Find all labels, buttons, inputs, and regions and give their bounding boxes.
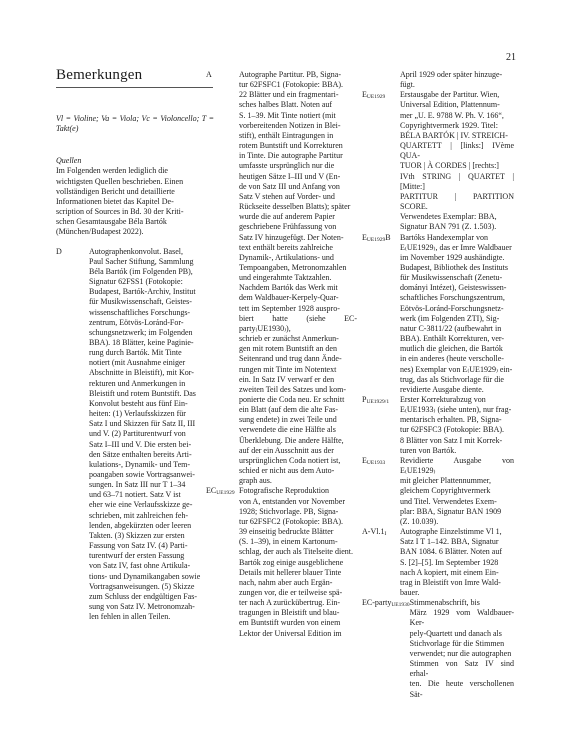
text-line: schungsnetzwerk; im Folgenden bbox=[89, 327, 193, 337]
text-line: Details mit hellerer blauer Tinte bbox=[239, 567, 342, 577]
text-line: PARTITUR | PARTITION SCORE. bbox=[400, 191, 514, 212]
source-entry-e-ue1929 bbox=[362, 90, 514, 232]
text-line: sches halbes Blatt. Noten auf bbox=[239, 100, 333, 110]
text-line: sung von Satz IV. Metronomzah- bbox=[89, 602, 195, 612]
text-line: Revidierte Ausgabe von E₍UE1929₎ bbox=[400, 455, 514, 476]
text-line: mentarisch erhalten. PB, Signa- bbox=[400, 415, 502, 425]
text-line: heiten: (1) Verlaufsskizzen für bbox=[89, 409, 186, 419]
text-line: lenden, abgekürzten oder leeren bbox=[89, 520, 192, 530]
text-line: BBA). 18 Blätter, keine Paginie- bbox=[89, 337, 194, 347]
text-line: Autographe Partitur. PB, Signa- bbox=[239, 70, 341, 79]
column-2 bbox=[206, 70, 357, 639]
text-line: zungen vor, die er teilweise spä- bbox=[239, 587, 343, 597]
source-description bbox=[400, 395, 514, 456]
text-line: Verwendetes Exemplar: BBA, bbox=[400, 212, 497, 222]
source-entry-p bbox=[362, 395, 514, 456]
text-line: Stimmenabschrift, bis bbox=[409, 598, 480, 608]
source-entry-ec-ue1929 bbox=[206, 486, 357, 638]
text-line: stift), enthält Eintragungen in bbox=[239, 130, 334, 140]
source-siglum: $E_{UE1929}$ bbox=[362, 90, 386, 101]
text-line: 8 Blätter von Satz I mit Korrek- bbox=[400, 435, 503, 445]
text-line: sung endete) in zwei Teile und bbox=[239, 415, 337, 425]
text-line: E₍UE1929₎, das er Imre Waldbauer bbox=[400, 242, 512, 252]
text-line: verwendet; nur die autographen bbox=[409, 648, 512, 658]
text-line: schrieb er zunächst Anmerkun- bbox=[239, 334, 339, 344]
text-line: auf der ein Ausschnitt aus der bbox=[239, 445, 334, 455]
text-line: Lektor der Universal Edition im bbox=[239, 628, 342, 638]
column-3 bbox=[362, 70, 514, 700]
text-line: wurde die auf anderem Papier bbox=[239, 212, 335, 222]
text-line: werk (im Folgenden ZTI), Sig- bbox=[400, 313, 500, 323]
text-line: gleichem Copyrightvermerk bbox=[400, 486, 491, 496]
text-line: gen mit rotem Buntstift an den bbox=[239, 344, 337, 354]
text-line: Satz IV hinzugefügt. Der Noten- bbox=[239, 232, 344, 242]
sources-title: Quellen bbox=[56, 156, 82, 166]
text-line: Bleistift und rotem Buntstift. Das bbox=[89, 388, 196, 398]
text-line: dem Waldbauer-Kerpely-Quar- bbox=[239, 293, 339, 303]
text-line: wissenschaftliches Forschungs- bbox=[89, 307, 191, 317]
text-line: Abschnitte in Bleistift), mit Kor- bbox=[89, 368, 194, 378]
text-line: em Buntstift wurden von einem bbox=[239, 618, 341, 628]
text-line: Stichvorlage für die Stimmen bbox=[409, 638, 505, 648]
text-line: Bartók zog einige ausgeblichene bbox=[239, 557, 344, 567]
text-line: (München/Budapest 2022). bbox=[56, 227, 144, 237]
text-line: BBA). Enthält Korrekturen, ver- bbox=[400, 334, 505, 344]
abbreviations-line: Vl = Violine; Va = Viola; Vc = Violoncello; T = Takt(e) bbox=[56, 114, 214, 134]
source-description bbox=[410, 598, 514, 700]
source-siglum: $E_{UE1933}$ bbox=[362, 455, 386, 466]
text-line: ter nach A zurückübertrug. Ein- bbox=[239, 598, 341, 608]
text-line: fügt. bbox=[400, 80, 415, 90]
text-line: revidierte Ausgabe diente. bbox=[400, 384, 484, 394]
source-description bbox=[400, 90, 514, 232]
text-line: Bartóks Handexemplar von bbox=[400, 232, 488, 242]
source-siglum: A bbox=[206, 70, 212, 79]
text-line: Erster Korrekturabzug von bbox=[400, 395, 486, 404]
text-line: vollständigen Bericht und detaillierte bbox=[56, 186, 175, 196]
text-line: Eötvös-Loránd-Forschungsnetz- bbox=[400, 303, 504, 313]
text-line: bauer. bbox=[400, 587, 420, 597]
text-line: (Z. 10.039). bbox=[400, 516, 439, 526]
text-line: mit gleicher Plattennummer, bbox=[400, 476, 491, 486]
text-line: Copyrightvermerk 1929. Titel: bbox=[400, 120, 498, 130]
text-line: für Musikwissenschaft, Geistes- bbox=[89, 297, 192, 307]
text-line: nes) Exemplar von E₍UE1929₎ ein- bbox=[400, 364, 513, 374]
text-line: schied er nicht aus dem Auto- bbox=[239, 466, 335, 476]
text-line: Budapest, Bibliothek des Instituts bbox=[400, 262, 508, 272]
text-line: schen Gesamtausgabe Béla Bartók bbox=[56, 217, 167, 227]
text-line: S. 1–39. Mit Tinte notiert (mit bbox=[239, 110, 336, 120]
text-line: Erstausgabe der Partitur. Wien, bbox=[400, 90, 500, 100]
page-number: 21 bbox=[506, 52, 516, 63]
text-line: mutlich die gleichen, die Bartók bbox=[400, 344, 503, 354]
source-description bbox=[239, 486, 357, 638]
source-entry-e-ue1929-b bbox=[362, 233, 514, 396]
text-line: Tempoangaben, Metronomzahlen bbox=[239, 262, 347, 272]
source-description bbox=[400, 456, 514, 527]
text-line: und 63–71 notiert. Satz V ist bbox=[89, 490, 181, 500]
text-line: TUOR | À CORDES | [rechts:] bbox=[400, 161, 499, 171]
text-line: Nachdem Bartók das Werk mit bbox=[239, 283, 338, 293]
text-line: geschriebene Frühfassung von bbox=[239, 222, 337, 232]
text-line: turentwurf der ersten Fassung bbox=[89, 551, 185, 561]
text-line: und Titel. Verwendetes Exem- bbox=[400, 496, 497, 506]
source-siglum: EC-party$_{UE1930}$ bbox=[362, 598, 410, 609]
text-line: QUARTETT | [links:] IVème QUA- bbox=[400, 141, 514, 161]
text-line: Informationen bietet das Kapitel De- bbox=[56, 196, 174, 206]
text-line: schrieben, mit zahlreichen feh- bbox=[89, 510, 189, 520]
text-line: (S. 1–39), in einem Kartonum- bbox=[239, 537, 338, 547]
text-line: text enthält bereits zahlreiche bbox=[239, 242, 333, 252]
text-line: rotem Buntstift und Korrekturen bbox=[239, 141, 343, 151]
source-entry-ec-party bbox=[362, 598, 514, 700]
heading-rule bbox=[56, 87, 213, 88]
text-line: ein Blatt (auf dem die alte Fas- bbox=[239, 405, 339, 415]
text-line: turen von Bartók. bbox=[400, 445, 457, 455]
text-line: eher wie eine Verlaufsskizze ge- bbox=[89, 500, 193, 510]
section-heading: Bemerkungen bbox=[56, 67, 143, 83]
source-entry-a-vl1 bbox=[362, 527, 514, 598]
source-description bbox=[239, 70, 357, 486]
text-line: trug, das als Stichvorlage für die bbox=[400, 374, 504, 384]
text-line: plar: BBA, Signatur BAN 1909 bbox=[400, 506, 502, 516]
text-line: den Sätze enthalten bereits Arti- bbox=[89, 449, 192, 459]
text-line: E₍UE1933₎ (siehe unten), nur frag- bbox=[400, 405, 512, 415]
text-line: Satz I–III und V. Die ersten bei- bbox=[89, 439, 192, 449]
source-entry-d bbox=[56, 247, 214, 623]
text-line: und eingerahmte Taktzahlen. bbox=[239, 273, 332, 283]
text-line: BAN 1084. 6 Blätter. Noten auf bbox=[400, 547, 502, 557]
text-line: poangaben sowie Vortragsanwei- bbox=[89, 470, 195, 479]
text-line: umfasste ursprünglich nur die bbox=[239, 161, 335, 171]
text-line: 39 einseitig bedruckte Blätter bbox=[239, 527, 334, 537]
text-line: kulations-, Dynamik- und Tem- bbox=[89, 459, 191, 469]
text-line: tett im September 1928 auspro- bbox=[239, 303, 340, 313]
source-siglum: $E_{UE1929}B$ bbox=[362, 232, 391, 243]
text-line: für Musikwissenschaft (Zenetu- bbox=[400, 273, 503, 283]
text-line: biert hatte (siehe EC-party₍UE1930₎), bbox=[239, 313, 357, 333]
text-line: ten. Die heute verschollenen Sät- bbox=[409, 679, 514, 699]
text-line: Vortragsanweisungen. (5) Skizze bbox=[89, 581, 195, 591]
text-line: 22 Blätter und ein fragmentari- bbox=[239, 90, 339, 100]
source-siglum: $EC_{UE1929}$ bbox=[206, 486, 235, 497]
text-line: rungen mit Tinte im Notentext bbox=[239, 364, 337, 374]
text-line: Fassung von Satz IV. (4) Parti- bbox=[89, 541, 188, 551]
text-line: ein. In Satz IV verwarf er den bbox=[239, 374, 335, 384]
text-line: Rückseite desselben Blatts); später bbox=[239, 202, 351, 212]
text-line: BÉLA BARTÓK | IV. STREICH- bbox=[400, 130, 508, 140]
text-line: wichtigsten Quellen beschrieben. Einen bbox=[56, 176, 184, 186]
text-line: in Tinte. Die autographe Partitur bbox=[239, 151, 343, 161]
source-siglum: $A-Vl.1_I$ bbox=[362, 527, 387, 538]
text-line: de von Satz III und Anfang von bbox=[239, 181, 340, 191]
text-line: Budapest, Bartók-Archiv, Institut bbox=[89, 287, 196, 297]
text-line: im November 1929 aushändigte. bbox=[400, 252, 505, 262]
text-line: schaftliches Forschungszentrum, bbox=[400, 293, 505, 303]
text-line: tur 62FSFC3 (Fotokopie: BBA). bbox=[400, 425, 505, 435]
text-line: Paul Sacher Stiftung, Sammlung bbox=[89, 256, 194, 266]
text-line: tur 62FSFC2 (Fotokopie: BBA). bbox=[239, 516, 344, 526]
text-line: Autographenkonvolut. Basel, bbox=[89, 246, 183, 256]
text-line: in ein anderes (heute verscholle- bbox=[400, 354, 504, 364]
text-line: Signatur BAN 791 (Z. 1.503). bbox=[400, 222, 497, 232]
text-line: nach A kopiert, mit einem Ein- bbox=[400, 567, 499, 577]
text-line: Dynamik-, Artikulations- und bbox=[239, 252, 334, 262]
text-line: 1928; Stichvorlage. PB, Signa- bbox=[239, 506, 339, 516]
text-line: graph aus. bbox=[239, 476, 272, 486]
text-line: März 1929 vom Waldbauer-Ker- bbox=[409, 608, 514, 628]
text-line: mer „U. E. 9788 W. Ph. V. 166“, bbox=[400, 110, 504, 120]
source-entry-a bbox=[206, 70, 357, 486]
text-line: natur C-3811/22 (aufbewahrt in bbox=[400, 323, 502, 333]
text-line: S. [2]–[5]. Im September 1928 bbox=[400, 557, 499, 567]
text-line: pely-Quartett und danach als bbox=[409, 628, 502, 638]
text-line: notiert (mit Ausnahme einiger bbox=[89, 358, 186, 368]
text-line: Takten. (3) Skizzen zur ersten bbox=[89, 530, 185, 540]
text-line: Universal Edition, Plattennum- bbox=[400, 100, 500, 110]
text-line: dományi Intézet), Geisteswissen- bbox=[400, 283, 507, 293]
text-line: nach, nahm aber auch Ergän- bbox=[239, 577, 333, 587]
text-line: zweiten Teil des Satzes und kom- bbox=[239, 384, 347, 394]
source-description bbox=[400, 233, 514, 396]
text-line: scription of Sources in Bd. 30 der Kriti- bbox=[56, 207, 184, 217]
text-line: len fehlen in allen Teilen. bbox=[89, 612, 171, 622]
text-line: zentrum, Eötvös-Loránd-For- bbox=[89, 317, 184, 327]
source-entry-e-ue1933 bbox=[362, 456, 514, 527]
text-line: von Satz IV, fast ohne Artikula- bbox=[89, 561, 191, 571]
text-line: schlag, der auch als Titelseite dient. bbox=[239, 547, 353, 557]
intro-paragraph bbox=[56, 166, 214, 237]
text-line: ponierte die Coda neu. Er schnitt bbox=[239, 395, 345, 404]
text-line: vorbereitenden Notizen in Blei- bbox=[239, 120, 341, 130]
column-1 bbox=[56, 114, 214, 622]
text-line: trag in Bleistift von Imre Wald- bbox=[400, 577, 501, 587]
text-line: rung durch Bartók. Mit Tinte bbox=[89, 348, 182, 358]
text-line: Satz V stehen auf Vorder- und bbox=[239, 191, 335, 201]
text-line: IVth STRING | QUARTET | [Mitte:] bbox=[400, 171, 514, 191]
text-line: tions- und Dynamikangaben sowie bbox=[89, 571, 201, 581]
text-line: verwendete die eine Hälfte als bbox=[239, 425, 336, 435]
text-line: Stimmen von Satz IV sind erhal- bbox=[409, 659, 514, 679]
text-line: rekturen und Anmerkungen in bbox=[89, 378, 186, 388]
text-line: Seitenrand und trug dann Ände- bbox=[239, 354, 342, 364]
text-line: Konvolut besteht aus fünf Ein- bbox=[89, 398, 188, 408]
continued-text bbox=[362, 70, 514, 90]
text-line: Satz I und Skizzen für Satz II, III bbox=[89, 419, 196, 429]
text-line: Fotografische Reproduktion bbox=[239, 486, 329, 496]
text-line: von A, entstanden vor November bbox=[239, 496, 345, 506]
text-line: April 1929 oder später hinzuge- bbox=[400, 70, 503, 79]
text-line: tragungen in Bleistift und blau- bbox=[239, 608, 340, 618]
text-line: Autographe Einzelstimme Vl 1, bbox=[400, 527, 502, 537]
text-line: Überklebung. Die andere Hälfte, bbox=[239, 435, 344, 445]
source-siglum: $P_{UE1929/1}$ bbox=[362, 395, 390, 405]
text-line: sungen. In Satz III nur T 1–34 bbox=[89, 480, 186, 490]
text-line: Béla Bartók (im Folgenden PB), bbox=[89, 266, 193, 276]
source-siglum: D bbox=[56, 246, 62, 256]
source-description bbox=[400, 527, 514, 598]
text-line: Satz I T 1–142. BBA, Signatur bbox=[400, 537, 499, 547]
text-line: ursprünglichen Coda notiert ist, bbox=[239, 455, 341, 465]
source-description bbox=[89, 247, 214, 623]
text-line: Im Folgenden werden lediglich die bbox=[56, 166, 168, 176]
text-line: heutigen Sätze I–III und V (En- bbox=[239, 171, 341, 181]
text-line: und V. (2) Partiturentwurf von bbox=[89, 429, 186, 439]
text-line: Signatur 62FSS1 (Fotokopie: bbox=[89, 277, 183, 287]
text-line: tur 62FSFC1 (Fotokopie: BBA). bbox=[239, 80, 344, 90]
text-line: zum Schluss der endgültigen Fas- bbox=[89, 591, 197, 601]
